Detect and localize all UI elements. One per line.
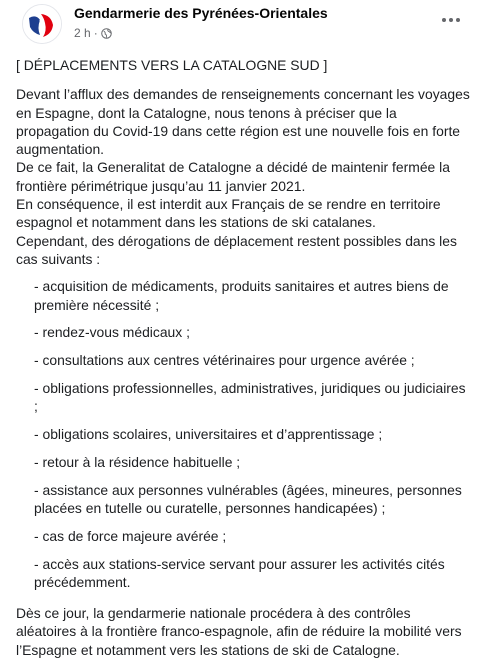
post-content bbox=[16, 56, 472, 659]
list-item: - obligations scolaires, universitaires et d’apprentissage ; bbox=[34, 426, 383, 443]
list-item: - accès aux stations-service servant pour assurer les activités cités précédemment. bbox=[34, 555, 445, 590]
post-header bbox=[12, 0, 468, 50]
post-title: [ DÉPLACEMENTS VERS LA CATALOGNE SUD ] bbox=[16, 57, 328, 73]
intro-paragraph-1: Devant l’afflux des demandes de renseignements concernant les voyages en Espagne, dont la Catalogne, nous tenons à préciser que la propagation du Covid-19 dans cette région est une nouvelle fois en forte augmentation. bbox=[16, 86, 470, 158]
list-item: - consultations aux centres vétérinaires pour urgence avérée ; bbox=[34, 352, 415, 369]
marianne-logo-icon bbox=[23, 5, 62, 44]
list-item: - retour à la résidence habituelle ; bbox=[34, 453, 241, 470]
closing-paragraph: Dès ce jour, la gendarmerie nationale procédera à des contrôles aléatoires à la frontière franco-espagnole, afin de réduire la mobilité vers l’Espagne et notamment vers les stations de ski de Catalogne. bbox=[16, 605, 462, 658]
more-options-button[interactable] bbox=[440, 10, 462, 30]
globe-icon bbox=[101, 28, 112, 39]
list-item: - acquisition de médicaments, produits sanitaires et autres biens de première nécessité ; bbox=[34, 278, 449, 313]
more-horizontal-icon bbox=[442, 18, 446, 22]
intro-paragraph-2: De ce fait, la Generalitat de Catalogne a décidé de maintenir fermée la frontière périmétrique jusqu’au 11 janvier 2021. bbox=[16, 159, 450, 194]
exceptions-list bbox=[16, 277, 472, 591]
page-avatar[interactable] bbox=[22, 4, 62, 44]
page-name[interactable]: Gendarmerie des Pyrénées-Orientales bbox=[74, 5, 328, 21]
post-meta bbox=[74, 26, 112, 40]
post-time[interactable]: 2 h bbox=[74, 26, 91, 40]
list-item: - rendez-vous médicaux ; bbox=[34, 324, 190, 341]
intro-paragraph-4: Cependant, des dérogations de déplacement restent possibles dans les cas suivants : bbox=[16, 232, 457, 267]
list-item: - assistance aux personnes vulnérables (âgées, mineures, personnes placées en tutelle ou curatelle, personnes handicapées) ; bbox=[34, 481, 462, 516]
meta-separator: · bbox=[93, 26, 98, 40]
intro-paragraph-3: En conséquence, il est interdit aux Français de se rendre en territoire espagnol et notamment dans les stations de ski catalanes. bbox=[16, 196, 441, 231]
list-item: - cas de force majeure avérée ; bbox=[34, 527, 227, 544]
list-item: - obligations professionnelles, administratives, juridiques ou judiciaires ; bbox=[34, 379, 466, 415]
